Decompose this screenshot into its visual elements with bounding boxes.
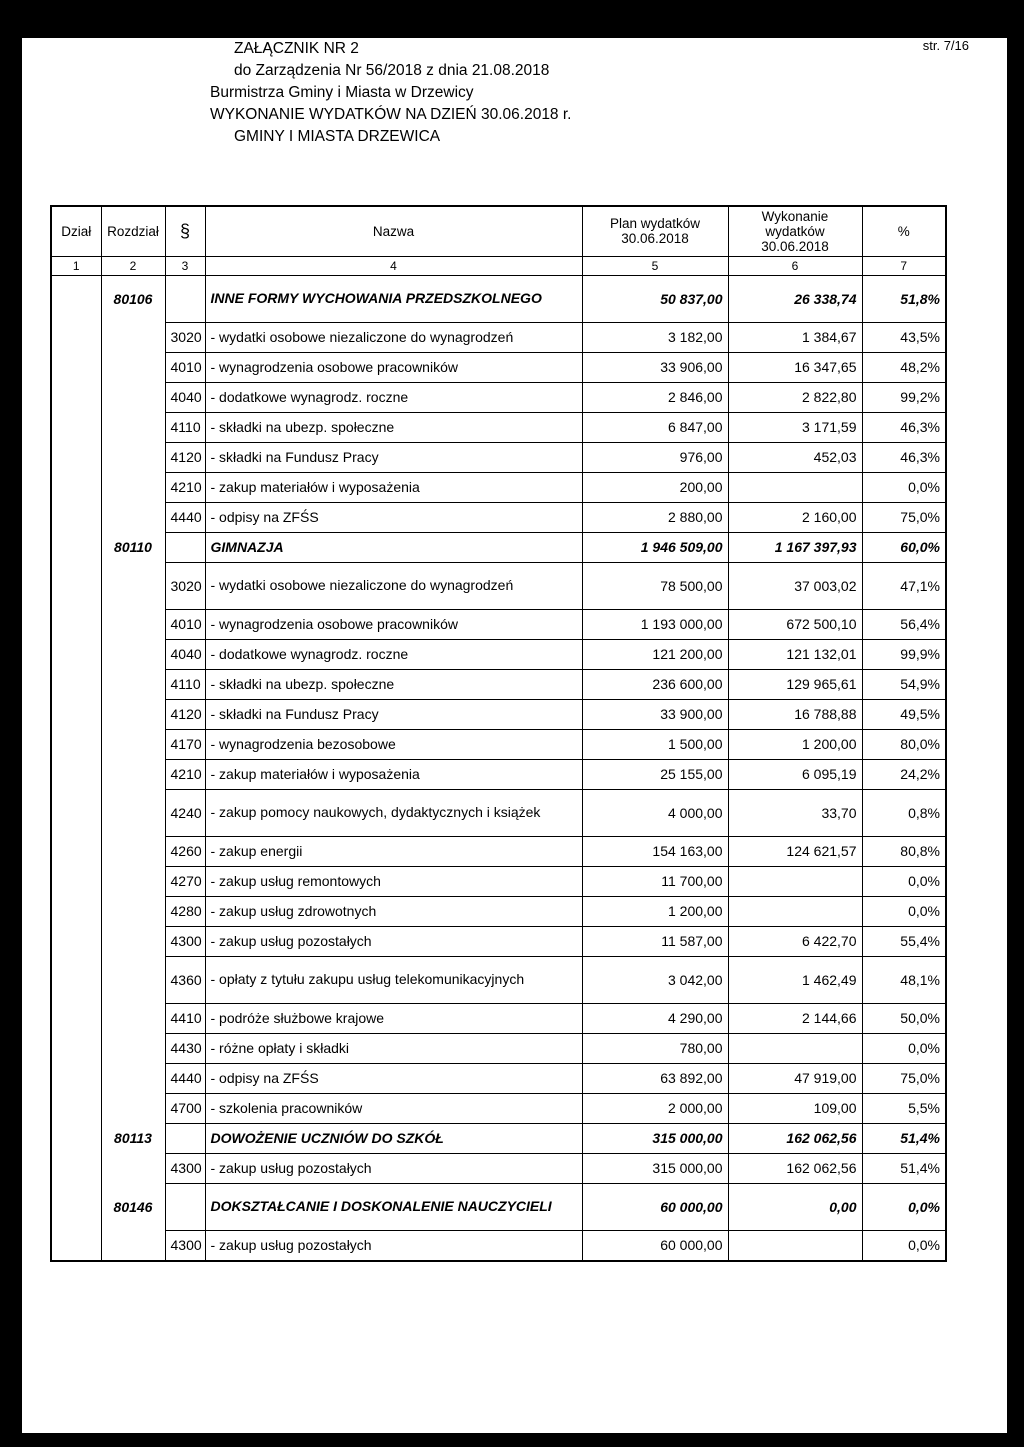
cell-nazwa: - zakup materiałów i wyposażenia bbox=[205, 472, 582, 502]
colnum-3: 3 bbox=[165, 256, 205, 275]
cell-plan: 60 000,00 bbox=[582, 1230, 728, 1261]
cell-paragraf: 4040 bbox=[165, 639, 205, 669]
cell-dzial bbox=[51, 896, 101, 926]
cell-procent: 75,0% bbox=[862, 502, 946, 532]
cell-wykonanie: 452,03 bbox=[728, 442, 862, 472]
cell-nazwa: - opłaty z tytułu zakupu usług telekomunikacyjnych bbox=[205, 956, 582, 1003]
cell-wykonanie: 33,70 bbox=[728, 789, 862, 836]
cell-procent: 0,0% bbox=[862, 866, 946, 896]
cell-plan: 236 600,00 bbox=[582, 669, 728, 699]
cell-wykonanie: 0,00 bbox=[728, 1183, 862, 1230]
cell-plan: 2 880,00 bbox=[582, 502, 728, 532]
table-row bbox=[51, 699, 946, 729]
cell-rozdzial bbox=[101, 412, 165, 442]
cell-paragraf: 4430 bbox=[165, 1033, 205, 1063]
cell-dzial bbox=[51, 1183, 101, 1230]
cell-paragraf: 4010 bbox=[165, 352, 205, 382]
colnum-1: 1 bbox=[51, 256, 101, 275]
cell-plan: 780,00 bbox=[582, 1033, 728, 1063]
cell-dzial bbox=[51, 502, 101, 532]
cell-plan: 2 846,00 bbox=[582, 382, 728, 412]
cell-dzial bbox=[51, 956, 101, 1003]
cell-plan: 315 000,00 bbox=[582, 1123, 728, 1153]
cell-plan: 1 500,00 bbox=[582, 729, 728, 759]
table-row bbox=[51, 1093, 946, 1123]
cell-dzial bbox=[51, 442, 101, 472]
cell-nazwa: - dodatkowe wynagrodz. roczne bbox=[205, 382, 582, 412]
cell-wykonanie: 16 347,65 bbox=[728, 352, 862, 382]
cell-wykonanie: 1 167 397,93 bbox=[728, 532, 862, 562]
header-rozdzial: Rozdział bbox=[101, 206, 165, 256]
cell-plan: 11 587,00 bbox=[582, 926, 728, 956]
cell-dzial bbox=[51, 926, 101, 956]
cell-rozdzial bbox=[101, 1153, 165, 1183]
cell-plan: 11 700,00 bbox=[582, 866, 728, 896]
cell-wykonanie: 1 200,00 bbox=[728, 729, 862, 759]
cell-dzial bbox=[51, 322, 101, 352]
ordinance-reference: do Zarządzenia Nr 56/2018 z dnia 21.08.2018 bbox=[234, 62, 550, 79]
cell-wykonanie: 16 788,88 bbox=[728, 699, 862, 729]
cell-rozdzial bbox=[101, 789, 165, 836]
cell-dzial bbox=[51, 1033, 101, 1063]
cell-rozdzial bbox=[101, 562, 165, 609]
cell-paragraf: 4110 bbox=[165, 669, 205, 699]
mayor-line: Burmistrza Gminy i Miasta w Drzewicy bbox=[210, 84, 474, 101]
cell-procent: 99,9% bbox=[862, 639, 946, 669]
cell-plan: 78 500,00 bbox=[582, 562, 728, 609]
cell-plan: 200,00 bbox=[582, 472, 728, 502]
cell-nazwa: - wynagrodzenia osobowe pracowników bbox=[205, 609, 582, 639]
cell-procent: 46,3% bbox=[862, 412, 946, 442]
cell-plan: 60 000,00 bbox=[582, 1183, 728, 1230]
column-numbers-row bbox=[51, 256, 946, 275]
cell-plan: 3 042,00 bbox=[582, 956, 728, 1003]
cell-dzial bbox=[51, 1093, 101, 1123]
document-header bbox=[210, 38, 571, 148]
cell-dzial bbox=[51, 789, 101, 836]
cell-paragraf: 4040 bbox=[165, 382, 205, 412]
table-row bbox=[51, 1033, 946, 1063]
cell-rozdzial bbox=[101, 382, 165, 412]
cell-procent: 49,5% bbox=[862, 699, 946, 729]
cell-dzial bbox=[51, 562, 101, 609]
cell-paragraf: 4360 bbox=[165, 956, 205, 1003]
cell-nazwa: - wynagrodzenia bezosobowe bbox=[205, 729, 582, 759]
header-plan: Plan wydatków 30.06.2018 bbox=[582, 206, 728, 256]
cell-procent: 47,1% bbox=[862, 562, 946, 609]
header-procent: % bbox=[862, 206, 946, 256]
cell-dzial bbox=[51, 1230, 101, 1261]
table-row bbox=[51, 896, 946, 926]
cell-nazwa: - zakup usług remontowych bbox=[205, 866, 582, 896]
cell-paragraf: 4110 bbox=[165, 412, 205, 442]
cell-rozdzial bbox=[101, 956, 165, 1003]
cell-nazwa: GIMNAZJA bbox=[205, 532, 582, 562]
cell-procent: 43,5% bbox=[862, 322, 946, 352]
cell-nazwa: - podróże służbowe krajowe bbox=[205, 1003, 582, 1033]
cell-dzial bbox=[51, 352, 101, 382]
cell-wykonanie: 162 062,56 bbox=[728, 1123, 862, 1153]
table-row bbox=[51, 1230, 946, 1261]
cell-paragraf: 4210 bbox=[165, 759, 205, 789]
cell-procent: 48,2% bbox=[862, 352, 946, 382]
cell-rozdzial bbox=[101, 759, 165, 789]
table-row bbox=[51, 352, 946, 382]
cell-procent: 0,0% bbox=[862, 472, 946, 502]
cell-wykonanie: 129 965,61 bbox=[728, 669, 862, 699]
cell-wykonanie: 672 500,10 bbox=[728, 609, 862, 639]
cell-paragraf: 4210 bbox=[165, 472, 205, 502]
cell-wykonanie: 6 422,70 bbox=[728, 926, 862, 956]
section-row bbox=[51, 275, 946, 322]
cell-dzial bbox=[51, 836, 101, 866]
cell-nazwa: - dodatkowe wynagrodz. roczne bbox=[205, 639, 582, 669]
cell-paragraf: 4300 bbox=[165, 926, 205, 956]
section-row bbox=[51, 1123, 946, 1153]
colnum-2: 2 bbox=[101, 256, 165, 275]
cell-nazwa: - zakup usług pozostałych bbox=[205, 1153, 582, 1183]
cell-wykonanie bbox=[728, 866, 862, 896]
cell-wykonanie bbox=[728, 1033, 862, 1063]
cell-procent: 24,2% bbox=[862, 759, 946, 789]
cell-wykonanie: 121 132,01 bbox=[728, 639, 862, 669]
cell-procent: 0,0% bbox=[862, 1183, 946, 1230]
cell-plan: 121 200,00 bbox=[582, 639, 728, 669]
cell-plan: 50 837,00 bbox=[582, 275, 728, 322]
cell-wykonanie: 2 160,00 bbox=[728, 502, 862, 532]
cell-procent: 55,4% bbox=[862, 926, 946, 956]
cell-paragraf bbox=[165, 275, 205, 322]
cell-rozdzial bbox=[101, 669, 165, 699]
cell-procent: 80,0% bbox=[862, 729, 946, 759]
cell-wykonanie: 47 919,00 bbox=[728, 1063, 862, 1093]
cell-paragraf: 4440 bbox=[165, 1063, 205, 1093]
cell-paragraf: 4010 bbox=[165, 609, 205, 639]
colnum-6: 6 bbox=[728, 256, 862, 275]
cell-paragraf: 4300 bbox=[165, 1230, 205, 1261]
paragraph-sign: § bbox=[179, 220, 190, 241]
cell-rozdzial: 80110 bbox=[101, 532, 165, 562]
table-row bbox=[51, 412, 946, 442]
cell-plan: 2 000,00 bbox=[582, 1093, 728, 1123]
cell-dzial bbox=[51, 866, 101, 896]
cell-nazwa: - składki na Fundusz Pracy bbox=[205, 442, 582, 472]
table-row bbox=[51, 322, 946, 352]
table-row bbox=[51, 1003, 946, 1033]
cell-nazwa: - różne opłaty i składki bbox=[205, 1033, 582, 1063]
cell-plan: 33 900,00 bbox=[582, 699, 728, 729]
table-row bbox=[51, 472, 946, 502]
cell-procent: 0,0% bbox=[862, 896, 946, 926]
cell-procent: 48,1% bbox=[862, 956, 946, 1003]
cell-wykonanie bbox=[728, 1230, 862, 1261]
cell-rozdzial: 80113 bbox=[101, 1123, 165, 1153]
attachment-title: ZAŁĄCZNIK NR 2 bbox=[234, 40, 359, 57]
cell-nazwa: - odpisy na ZFŚS bbox=[205, 1063, 582, 1093]
cell-rozdzial bbox=[101, 729, 165, 759]
cell-plan: 33 906,00 bbox=[582, 352, 728, 382]
cell-dzial bbox=[51, 412, 101, 442]
cell-paragraf: 4280 bbox=[165, 896, 205, 926]
cell-wykonanie: 6 095,19 bbox=[728, 759, 862, 789]
cell-paragraf: 3020 bbox=[165, 562, 205, 609]
cell-nazwa: - składki na Fundusz Pracy bbox=[205, 699, 582, 729]
cell-nazwa: - wynagrodzenia osobowe pracowników bbox=[205, 352, 582, 382]
cell-rozdzial bbox=[101, 502, 165, 532]
cell-procent: 0,8% bbox=[862, 789, 946, 836]
cell-paragraf: 4440 bbox=[165, 502, 205, 532]
table-row bbox=[51, 639, 946, 669]
cell-procent: 5,5% bbox=[862, 1093, 946, 1123]
cell-wykonanie: 1 384,67 bbox=[728, 322, 862, 352]
cell-plan: 315 000,00 bbox=[582, 1153, 728, 1183]
cell-paragraf: 4700 bbox=[165, 1093, 205, 1123]
cell-wykonanie: 124 621,57 bbox=[728, 836, 862, 866]
header-nazwa: Nazwa bbox=[205, 206, 582, 256]
cell-rozdzial bbox=[101, 1063, 165, 1093]
cell-rozdzial bbox=[101, 1033, 165, 1063]
cell-dzial bbox=[51, 729, 101, 759]
colnum-5: 5 bbox=[582, 256, 728, 275]
cell-paragraf: 4300 bbox=[165, 1153, 205, 1183]
cell-dzial bbox=[51, 1003, 101, 1033]
cell-nazwa: DOWOŻENIE UCZNIÓW DO SZKÓŁ bbox=[205, 1123, 582, 1153]
cell-wykonanie: 2 822,80 bbox=[728, 382, 862, 412]
cell-rozdzial bbox=[101, 352, 165, 382]
cell-rozdzial bbox=[101, 442, 165, 472]
cell-dzial bbox=[51, 532, 101, 562]
cell-procent: 75,0% bbox=[862, 1063, 946, 1093]
cell-procent: 46,3% bbox=[862, 442, 946, 472]
cell-plan: 63 892,00 bbox=[582, 1063, 728, 1093]
cell-paragraf: 4120 bbox=[165, 699, 205, 729]
table-row bbox=[51, 1063, 946, 1093]
cell-plan: 154 163,00 bbox=[582, 836, 728, 866]
cell-nazwa: - szkolenia pracowników bbox=[205, 1093, 582, 1123]
cell-rozdzial bbox=[101, 699, 165, 729]
cell-rozdzial: 80106 bbox=[101, 275, 165, 322]
cell-nazwa: - zakup energii bbox=[205, 836, 582, 866]
cell-nazwa: INNE FORMY WYCHOWANIA PRZEDSZKOLNEGO bbox=[205, 275, 582, 322]
table-row bbox=[51, 729, 946, 759]
cell-procent: 56,4% bbox=[862, 609, 946, 639]
cell-dzial bbox=[51, 1063, 101, 1093]
cell-wykonanie bbox=[728, 896, 862, 926]
cell-wykonanie: 26 338,74 bbox=[728, 275, 862, 322]
cell-nazwa: - zakup usług pozostałych bbox=[205, 1230, 582, 1261]
cell-plan: 6 847,00 bbox=[582, 412, 728, 442]
cell-plan: 976,00 bbox=[582, 442, 728, 472]
cell-rozdzial bbox=[101, 322, 165, 352]
cell-dzial bbox=[51, 275, 101, 322]
table-row bbox=[51, 442, 946, 472]
cell-procent: 60,0% bbox=[862, 532, 946, 562]
header-wykonanie: Wykonanie wydatków 30.06.2018 bbox=[728, 206, 862, 256]
header-dzial: Dział bbox=[51, 206, 101, 256]
cell-dzial bbox=[51, 759, 101, 789]
table-row bbox=[51, 669, 946, 699]
cell-wykonanie: 1 462,49 bbox=[728, 956, 862, 1003]
cell-nazwa: - odpisy na ZFŚS bbox=[205, 502, 582, 532]
cell-procent: 50,0% bbox=[862, 1003, 946, 1033]
cell-wykonanie: 162 062,56 bbox=[728, 1153, 862, 1183]
cell-nazwa: - wydatki osobowe niezaliczone do wynagrodzeń bbox=[205, 322, 582, 352]
cell-paragraf: 4260 bbox=[165, 836, 205, 866]
colnum-7: 7 bbox=[862, 256, 946, 275]
cell-plan: 4 000,00 bbox=[582, 789, 728, 836]
table-row bbox=[51, 609, 946, 639]
cell-paragraf: 4170 bbox=[165, 729, 205, 759]
cell-dzial bbox=[51, 1123, 101, 1153]
cell-procent: 0,0% bbox=[862, 1033, 946, 1063]
cell-plan: 1 946 509,00 bbox=[582, 532, 728, 562]
cell-wykonanie: 109,00 bbox=[728, 1093, 862, 1123]
table-row bbox=[51, 502, 946, 532]
cell-dzial bbox=[51, 639, 101, 669]
table-row bbox=[51, 382, 946, 412]
cell-nazwa: DOKSZTAŁCANIE I DOSKONALENIE NAUCZYCIELI bbox=[205, 1183, 582, 1230]
cell-paragraf: 4120 bbox=[165, 442, 205, 472]
header-paragraf bbox=[165, 206, 205, 256]
cell-rozdzial bbox=[101, 472, 165, 502]
cell-dzial bbox=[51, 609, 101, 639]
cell-wykonanie: 3 171,59 bbox=[728, 412, 862, 442]
municipality-name: GMINY I MIASTA DRZEWICA bbox=[234, 128, 441, 145]
cell-dzial bbox=[51, 472, 101, 502]
cell-rozdzial bbox=[101, 639, 165, 669]
cell-dzial bbox=[51, 382, 101, 412]
cell-rozdzial: 80146 bbox=[101, 1183, 165, 1230]
table-row bbox=[51, 562, 946, 609]
cell-plan: 1 193 000,00 bbox=[582, 609, 728, 639]
cell-paragraf bbox=[165, 532, 205, 562]
cell-dzial bbox=[51, 699, 101, 729]
table-row bbox=[51, 926, 946, 956]
cell-procent: 54,9% bbox=[862, 669, 946, 699]
cell-paragraf: 3020 bbox=[165, 322, 205, 352]
cell-nazwa: - zakup pomocy naukowych, dydaktycznych i książek bbox=[205, 789, 582, 836]
cell-paragraf bbox=[165, 1183, 205, 1230]
cell-nazwa: - wydatki osobowe niezaliczone do wynagrodzeń bbox=[205, 562, 582, 609]
cell-dzial bbox=[51, 669, 101, 699]
cell-nazwa: - składki na ubezp. społeczne bbox=[205, 669, 582, 699]
cell-plan: 3 182,00 bbox=[582, 322, 728, 352]
cell-rozdzial bbox=[101, 609, 165, 639]
cell-rozdzial bbox=[101, 896, 165, 926]
table-row bbox=[51, 759, 946, 789]
cell-paragraf: 4410 bbox=[165, 1003, 205, 1033]
cell-rozdzial bbox=[101, 926, 165, 956]
table-row bbox=[51, 1153, 946, 1183]
cell-procent: 51,4% bbox=[862, 1123, 946, 1153]
cell-rozdzial bbox=[101, 1093, 165, 1123]
report-title: WYKONANIE WYDATKÓW NA DZIEŃ 30.06.2018 r. bbox=[210, 106, 572, 123]
table-row bbox=[51, 836, 946, 866]
cell-wykonanie: 37 003,02 bbox=[728, 562, 862, 609]
cell-plan: 4 290,00 bbox=[582, 1003, 728, 1033]
table-row bbox=[51, 789, 946, 836]
cell-dzial bbox=[51, 1153, 101, 1183]
cell-plan: 25 155,00 bbox=[582, 759, 728, 789]
cell-procent: 0,0% bbox=[862, 1230, 946, 1261]
section-row bbox=[51, 532, 946, 562]
cell-nazwa: - zakup usług pozostałych bbox=[205, 926, 582, 956]
cell-procent: 51,8% bbox=[862, 275, 946, 322]
cell-procent: 80,8% bbox=[862, 836, 946, 866]
colnum-4: 4 bbox=[205, 256, 582, 275]
cell-paragraf: 4270 bbox=[165, 866, 205, 896]
cell-rozdzial bbox=[101, 836, 165, 866]
cell-paragraf: 4240 bbox=[165, 789, 205, 836]
cell-rozdzial bbox=[101, 1003, 165, 1033]
cell-wykonanie bbox=[728, 472, 862, 502]
cell-rozdzial bbox=[101, 1230, 165, 1261]
cell-wykonanie: 2 144,66 bbox=[728, 1003, 862, 1033]
section-row bbox=[51, 1183, 946, 1230]
table-row bbox=[51, 866, 946, 896]
table-row bbox=[51, 956, 946, 1003]
cell-procent: 99,2% bbox=[862, 382, 946, 412]
page-number: str. 7/16 bbox=[922, 38, 969, 53]
cell-paragraf bbox=[165, 1123, 205, 1153]
cell-nazwa: - zakup materiałów i wyposażenia bbox=[205, 759, 582, 789]
cell-nazwa: - zakup usług zdrowotnych bbox=[205, 896, 582, 926]
cell-rozdzial bbox=[101, 866, 165, 896]
cell-procent: 51,4% bbox=[862, 1153, 946, 1183]
cell-plan: 1 200,00 bbox=[582, 896, 728, 926]
cell-nazwa: - składki na ubezp. społeczne bbox=[205, 412, 582, 442]
expenditure-table bbox=[50, 205, 947, 1262]
